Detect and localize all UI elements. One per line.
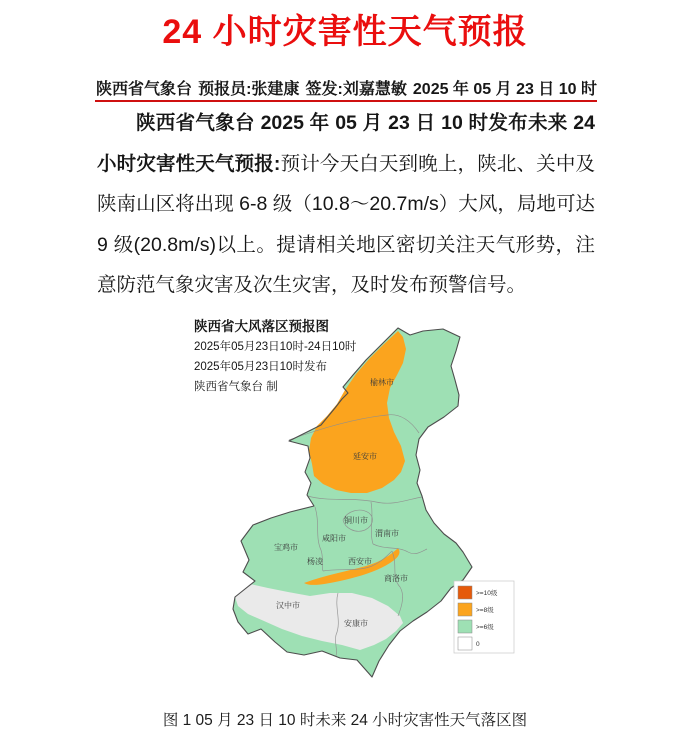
- map-label-yulin: 榆林市: [370, 378, 394, 387]
- map-label-weinan: 渭南市: [375, 529, 399, 538]
- map-label-xian: 西安市: [348, 557, 372, 566]
- forecast-body: 预计今天白天到晚上，陕北、关中及陕南山区将出现 6-8 级（10.8～20.7m/s）大风，局地可达 9 级(20.8m/s)以上。提请相关地区密切关注天气形势，注意防范气象灾害及次生灾害，及时发布预警信号。: [97, 152, 595, 296]
- map-issued-time: 2025年05月23日10时发布: [194, 361, 327, 373]
- map-label-yanan: 延安市: [353, 452, 377, 461]
- divider-line: [95, 100, 597, 102]
- legend-label-wind8: >=8级: [476, 607, 494, 614]
- map-producer: 陕西省气象台 制: [194, 381, 278, 393]
- forecast-lead: 陕西省气象台 2025 年 05 月 23 日 10 时发布未来 24 小时灾害性天气预报:: [97, 112, 595, 175]
- byline-datetime: 2025 年 05 月 23 日 10 时: [412, 81, 597, 98]
- legend-swatch-calm: [458, 637, 472, 650]
- map-label-xianyang: 咸阳市: [322, 534, 346, 543]
- map-label-shangluo: 商洛市: [384, 574, 408, 583]
- forecast-paragraph: [97, 103, 595, 306]
- map-valid-period: 2025年05月23日10时-24日10时: [194, 341, 357, 353]
- byline-agency: 陕西省气象台: [96, 81, 193, 98]
- legend-label-wind10: >=10级: [476, 590, 498, 597]
- legend-swatch-wind8: [458, 603, 472, 616]
- map-title: 陕西省大风落区预报图: [194, 319, 329, 334]
- map-label-baoji: 宝鸡市: [274, 543, 298, 552]
- map-legend: [454, 581, 514, 653]
- map-label-tongchuan: 铜川市: [344, 516, 368, 525]
- map-label-hanzhong: 汉中市: [276, 601, 300, 610]
- legend-label-wind6: >=6级: [476, 624, 494, 631]
- page-title: 24 小时灾害性天气预报: [162, 13, 528, 51]
- byline: [96, 76, 597, 99]
- map-label-yangling: 杨凌: [307, 557, 323, 566]
- shaanxi-wind-map: [230, 325, 520, 695]
- map-label-ankang: 安康市: [344, 619, 368, 628]
- byline-signer: 签发:刘嘉慧敏: [305, 81, 407, 98]
- byline-forecaster: 预报员:张建康: [198, 81, 300, 98]
- legend-swatch-wind6: [458, 620, 472, 633]
- legend-swatch-wind10: [458, 586, 472, 599]
- figure-caption: 图 1 05 月 23 日 10 时未来 24 小时灾害性天气落区图: [162, 712, 528, 729]
- legend-label-calm: 0: [476, 641, 480, 648]
- wind-map-figure: [190, 313, 525, 698]
